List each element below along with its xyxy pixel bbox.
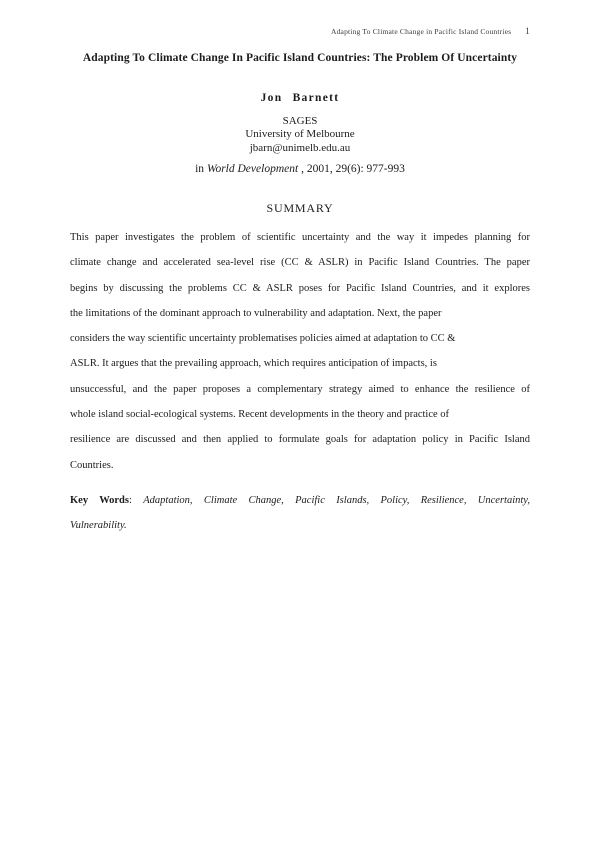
keywords-label: Key Words [70,495,129,506]
citation-prefix: in [195,163,207,175]
author-name: Jon Barnett [260,92,340,104]
summary-line: ASLR. It argues that the prevailing approach, which requires anticipation of impacts, is [70,358,437,370]
citation-details: , 2001, 29(6): 977-993 [298,163,405,175]
summary-line: whole island social-ecological systems. Recent developments in the theory and practice of [70,409,450,421]
summary-line: the limitations of the dominant approach to vulnerability and adaptation. Next, the paper [70,307,442,319]
running-header [331,26,530,36]
author-email: jbarn@unimelb.edu.au [249,141,351,154]
paper-title: Adapting To Climate Change In Pacific Island Countries: The Problem Of Uncertainty [82,52,518,64]
summary-line: resilience are discussed and then applied to formulate goals for adaptation policy in Pacific Island [70,434,530,446]
journal-name: World Development [206,163,299,175]
keywords-line [70,488,530,513]
summary-heading: SUMMARY [266,201,334,215]
affiliation-block [0,115,600,155]
summary-line: unsuccessful, and the paper proposes a complementary strategy aimed to enhance the resilience of [70,383,530,395]
running-header-title: Adapting To Climate Change in Pacific Island Countries [330,27,512,36]
summary-line: begins by discussing the problems CC & ASLR poses for Pacific Island Countries, and it explores [70,282,530,294]
citation-line [0,163,600,175]
affiliation-department: SAGES [282,115,318,127]
keywords-block [70,488,530,539]
affiliation-university: University of Melbourne [245,128,355,141]
keywords-separator: : [129,495,144,506]
summary-paragraph [70,225,530,478]
page-number: 1 [525,26,530,36]
summary-line: This paper investigates the problem of scientific uncertainty and the way it impedes planning for [70,232,530,243]
summary-line: climate change and accelerated sea-level rise (CC & ASLR) in Pacific Island Countries. The paper [70,257,530,269]
keywords-list: Adaptation, Climate Change, Pacific Islands, Policy, Resilience, Uncertainty, [143,495,531,506]
keywords-continuation: Vulnerability. [70,520,127,532]
summary-line: considers the way scientific uncertainty problematises policies aimed at adaptation to CC & [70,333,456,345]
summary-line: Countries. [70,459,114,471]
